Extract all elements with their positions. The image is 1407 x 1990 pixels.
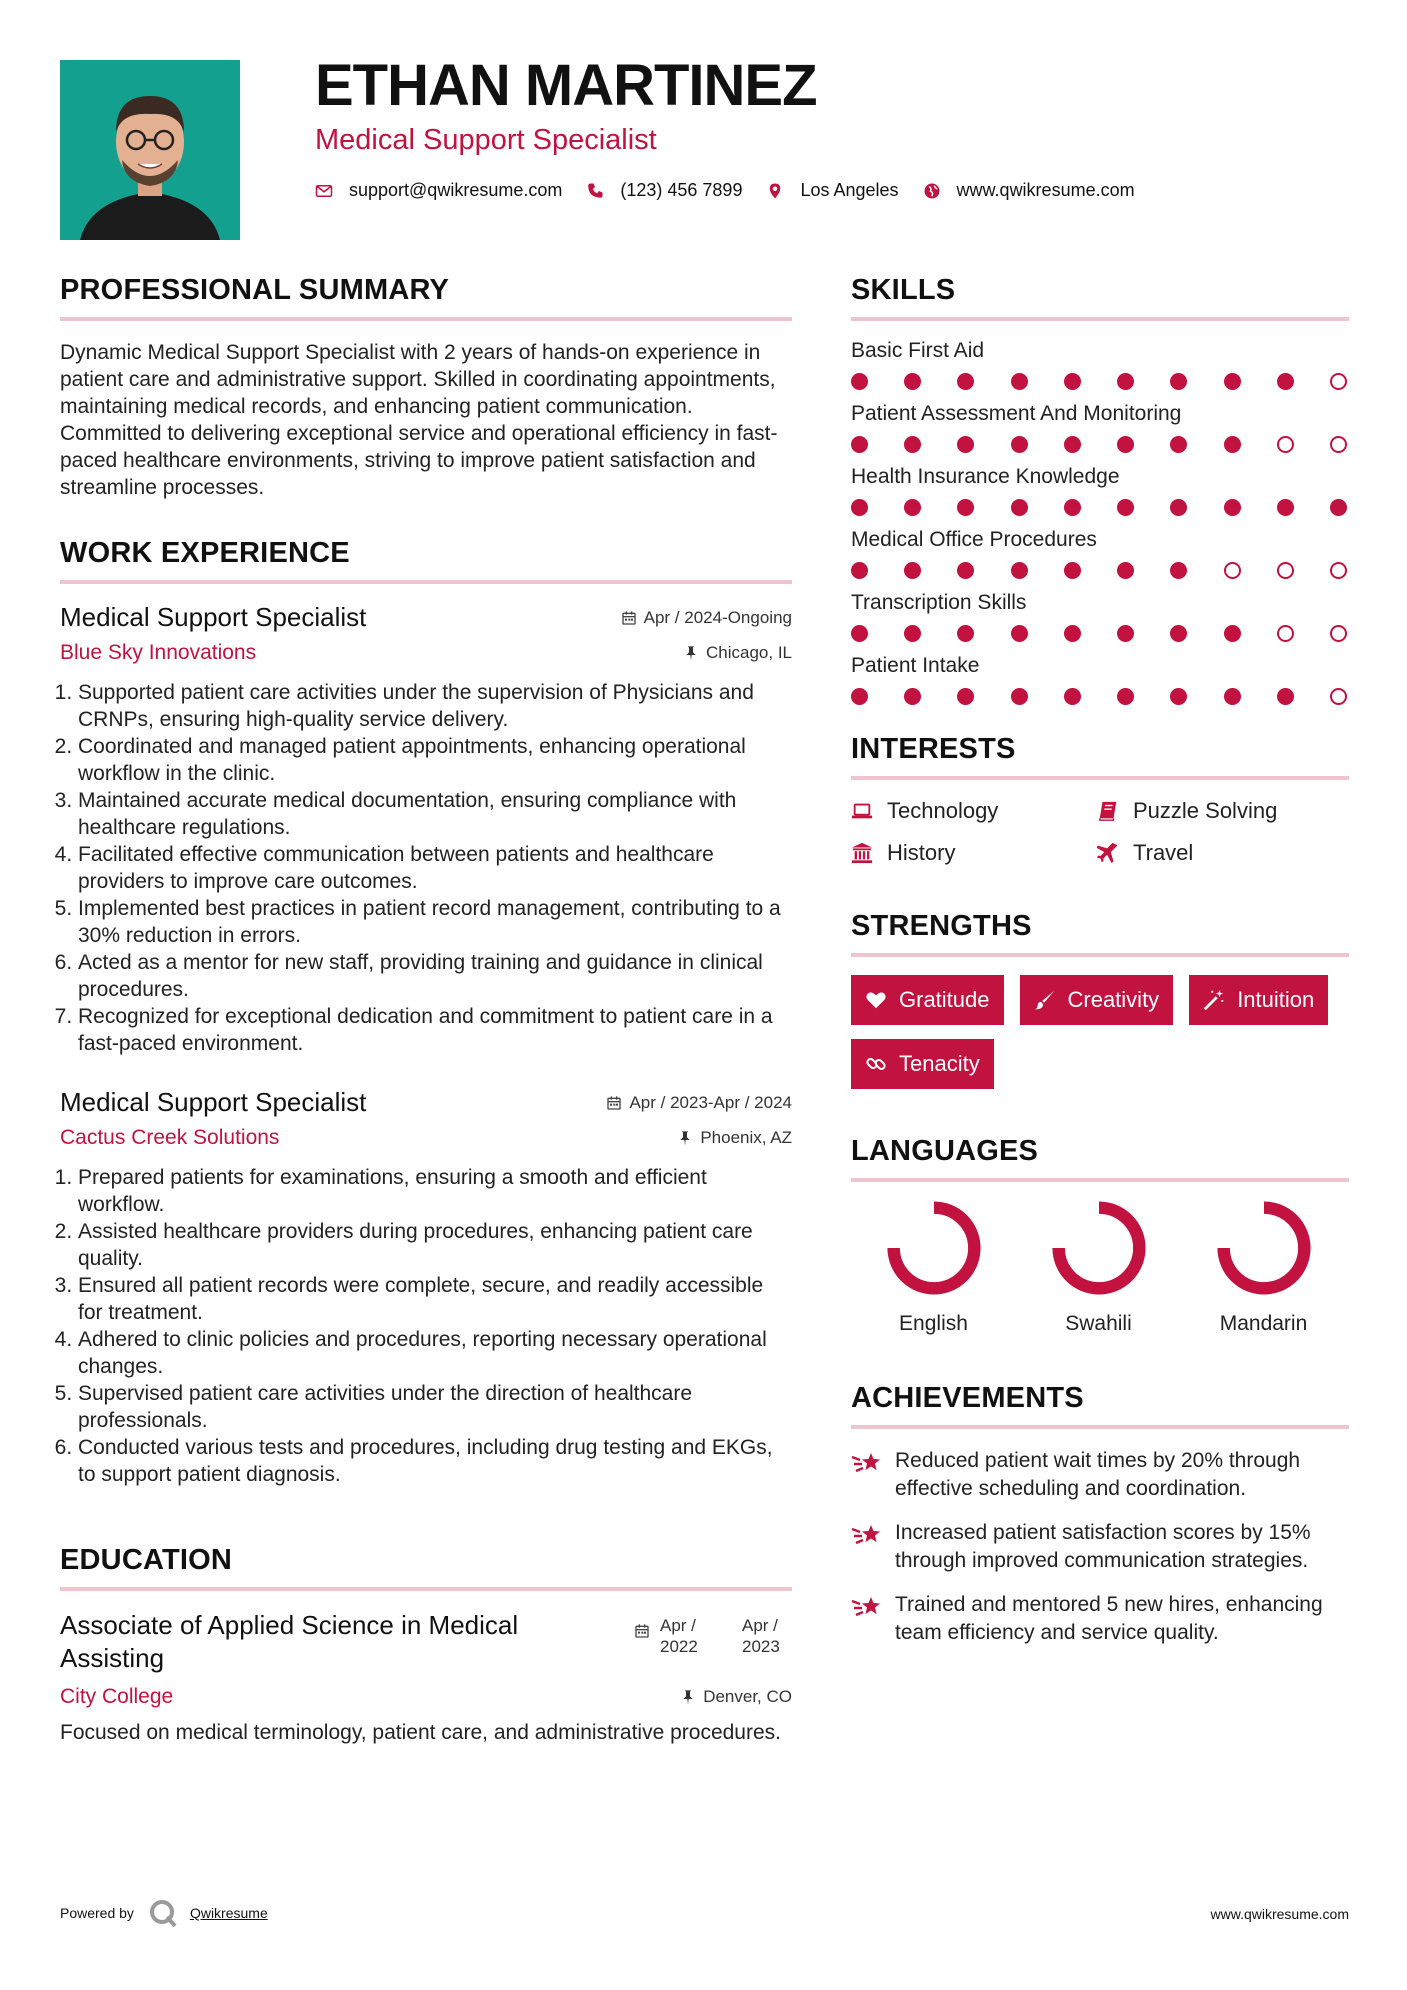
rating-dot-filled [851,499,868,516]
skill-name: Patient Intake [851,654,980,677]
achievements-heading: ACHIEVEMENTS [851,1382,1349,1429]
skill-rating [851,688,1349,705]
shooting-star-icon [851,1593,883,1621]
rating-dot-filled [1064,562,1081,579]
education-description: Focused on medical terminology, patient care, and administrative procedures. [60,1721,781,1744]
rating-dot-filled [1224,373,1241,390]
contact-email[interactable] [315,180,562,201]
interest-label: Puzzle Solving [1133,798,1278,823]
interest-label: Technology [887,798,999,823]
skill-name: Basic First Aid [851,339,985,362]
calendar-icon [606,1095,622,1111]
rating-dot-filled [1064,688,1081,705]
education-location [680,1687,792,1707]
map-pin-icon [766,182,784,200]
language-level-ring [1216,1200,1312,1296]
achievement-text: Increased patient satisfaction scores by 15% through improved communication strategies. [895,1521,1311,1572]
rating-dot-filled [1117,562,1134,579]
rating-dot-filled [851,688,868,705]
rating-dot-filled [1011,688,1028,705]
rating-dot-filled [1170,688,1187,705]
link-icon [865,1053,887,1075]
language-item [851,1200,1016,1336]
rating-dot-filled [957,625,974,642]
globe-icon [923,182,941,200]
rating-dot-filled [1330,499,1347,516]
strength-label: Tenacity [899,1051,980,1076]
language-level-ring [886,1200,982,1296]
job-bullet: 7. Recognized for exceptional dedication and commitment to patient care in a fast-paced environment. [78,1003,792,1057]
job-company: Blue Sky Innovations [60,641,257,664]
job-location [683,643,792,663]
job-location-text: Phoenix, AZ [700,1128,792,1147]
skill-name: Health Insurance Knowledge [851,465,1120,488]
rating-dot-empty [1277,625,1294,642]
job-entry [60,1087,792,1488]
magic-wand-icon [1203,989,1225,1011]
language-name: Swahili [1065,1312,1132,1335]
right-column [851,274,1349,1663]
languages-heading: LANGUAGES [851,1135,1349,1182]
strength-label: Intuition [1237,987,1315,1012]
language-level-ring [1051,1200,1147,1296]
rating-dot-filled [904,373,921,390]
languages-list [851,1200,1349,1336]
education-end: Apr / 2023 [742,1616,780,1656]
achievement-item [851,1519,1349,1575]
rating-dot-filled [851,625,868,642]
job-bullet: 1. Prepared patients for examinations, ensuring a smooth and efficient workflow. [78,1164,792,1218]
rating-dot-filled [957,373,974,390]
strength-chip [1020,975,1174,1025]
rating-dot-filled [1117,625,1134,642]
rating-dot-filled [1170,373,1187,390]
rating-dot-empty [1330,688,1347,705]
qwikresume-logo [148,1898,178,1928]
education-dates [634,1615,792,1657]
skill-name: Transcription Skills [851,591,1027,614]
education-entry [60,1609,792,1746]
rating-dot-filled [851,373,868,390]
skill-rating [851,436,1349,453]
skill-rating [851,562,1349,579]
rating-dot-filled [1117,688,1134,705]
job-title: Medical Support Specialist [60,602,367,632]
contact-location-text: Los Angeles [800,180,899,200]
museum-icon [851,842,873,864]
rating-dot-filled [1064,625,1081,642]
rating-dot-filled [957,436,974,453]
rating-dot-filled [1277,373,1294,390]
job-date-text: Apr / 2023-Apr / 2024 [629,1092,792,1112]
job-location [677,1128,792,1148]
rating-dot-empty [1330,373,1347,390]
rating-dot-filled [851,436,868,453]
rating-dot-filled [1224,625,1241,642]
contact-phone[interactable] [586,180,742,201]
job-date-text: Apr / 2024-Ongoing [643,607,792,627]
rating-dot-empty [1224,562,1241,579]
plane-icon [1097,842,1119,864]
rating-dot-filled [957,562,974,579]
contact-website-text: www.qwikresume.com [956,180,1135,200]
contact-email-text: support@qwikresume.com [349,180,563,200]
rating-dot-empty [1330,625,1347,642]
rating-dot-filled [1117,499,1134,516]
contact-website[interactable] [923,180,1135,201]
heart-icon [865,989,887,1011]
rating-dot-filled [1064,373,1081,390]
rating-dot-filled [1224,436,1241,453]
rating-dot-filled [851,562,868,579]
achievement-text: Trained and mentored 5 new hires, enhancing team efficiency and service quality. [895,1593,1323,1644]
interest-item [851,840,1097,866]
rating-dot-filled [957,499,974,516]
shooting-star-icon [851,1449,883,1477]
language-name: English [899,1312,968,1335]
job-bullets [78,1164,792,1488]
brush-icon [1034,989,1056,1011]
job-bullet: 4. Facilitated effective communication between patients and healthcare providers to improve care outcomes. [78,841,792,895]
rating-dot-filled [904,562,921,579]
job-bullet: 6. Acted as a mentor for new staff, providing training and guidance in clinical procedures. [78,949,792,1003]
skill-rating [851,499,1349,516]
interest-label: Travel [1133,840,1194,865]
strength-chip [851,1039,994,1089]
interest-item [1097,840,1343,866]
education-degree: Associate of Applied Science in Medical Assisting [60,1610,519,1673]
job-bullet: 6. Conducted various tests and procedures, including drug testing and EKGs, to support patient diagnosis. [78,1434,792,1488]
rating-dot-filled [1224,688,1241,705]
interest-item [851,798,1097,824]
rating-dot-filled [1117,436,1134,453]
interests-list [851,798,1349,866]
skill-rating [851,373,1349,390]
skill-item [851,465,1349,516]
skill-name: Medical Office Procedures [851,528,1097,551]
rating-dot-empty [1330,436,1347,453]
job-date [606,1093,792,1113]
book-icon [1097,800,1119,822]
job-company: Cactus Creek Solutions [60,1126,280,1149]
skill-item [851,402,1349,453]
education-heading: EDUCATION [60,1544,792,1591]
language-item [1181,1200,1346,1336]
language-item [1016,1200,1181,1336]
achievement-item [851,1447,1349,1503]
rating-dot-filled [1170,436,1187,453]
rating-dot-filled [904,436,921,453]
rating-dot-empty [1277,436,1294,453]
contact-phone-text: (123) 456 7899 [620,180,743,200]
contact-location [766,180,898,201]
phone-icon [586,182,604,200]
pushpin-icon [680,1689,696,1705]
rating-dot-filled [1117,373,1134,390]
education-start: Apr / 2022 [660,1616,698,1656]
footer-url[interactable]: www.qwikresume.com [1210,1906,1349,1922]
rating-dot-filled [1011,625,1028,642]
strength-chip [851,975,1004,1025]
achievement-item [851,1591,1349,1647]
rating-dot-empty [1277,562,1294,579]
rating-dot-filled [1011,499,1028,516]
skill-rating [851,625,1349,642]
skills-list [851,339,1349,705]
left-column [60,274,792,1746]
strength-chip [1189,975,1328,1025]
skill-item [851,654,1349,705]
strength-label: Creativity [1067,987,1160,1012]
calendar-icon [634,1623,650,1639]
rating-dot-filled [1224,499,1241,516]
rating-dot-filled [1170,625,1187,642]
interest-item [1097,798,1343,824]
language-name: Mandarin [1219,1312,1308,1335]
job-bullet: 4. Adhered to clinic policies and procedures, reporting necessary operational changes. [78,1326,792,1380]
skill-item [851,339,1349,390]
job-bullet: 5. Supervised patient care activities under the direction of healthcare professionals. [78,1380,792,1434]
job-bullet: 3. Ensured all patient records were complete, secure, and readily accessible for treatment. [78,1272,792,1326]
summary-heading: PROFESSIONAL SUMMARY [60,274,792,321]
candidate-name: ETHAN MARTINEZ [315,53,817,118]
powered-by-label: Powered by [60,1905,134,1921]
candidate-title: Medical Support Specialist [315,124,657,156]
job-title: Medical Support Specialist [60,1087,367,1117]
interest-label: History [887,840,956,865]
footer-powered-by [60,1898,268,1928]
achievement-text: Reduced patient wait times by 20% through effective scheduling and coordination. [895,1449,1301,1500]
rating-dot-filled [1011,436,1028,453]
education-location-text: Denver, CO [703,1687,792,1706]
shooting-star-icon [851,1521,883,1549]
rating-dot-filled [1064,436,1081,453]
rating-dot-empty [1330,562,1347,579]
job-bullets [78,679,792,1057]
skills-heading: SKILLS [851,274,1349,321]
brand-link[interactable]: Qwikresume [189,1905,268,1921]
laptop-icon [851,800,873,822]
rating-dot-filled [1277,499,1294,516]
achievements-list [851,1447,1349,1647]
job-bullet: 3. Maintained accurate medical documentation, ensuring compliance with healthcare regulations. [78,787,792,841]
rating-dot-filled [1170,562,1187,579]
job-bullet: 1. Supported patient care activities under the supervision of Physicians and CRNPs, ensuring high-quality service delivery. [78,679,792,733]
job-bullet: 2. Assisted healthcare providers during procedures, enhancing patient care quality. [78,1218,792,1272]
rating-dot-filled [904,688,921,705]
rating-dot-filled [1277,688,1294,705]
pushpin-icon [677,1130,693,1146]
rating-dot-filled [1011,562,1028,579]
job-entry [60,602,792,1057]
job-bullet: 2. Coordinated and managed patient appointments, enhancing operational workflow in the clinic. [78,733,792,787]
calendar-icon [621,610,637,626]
rating-dot-filled [1170,499,1187,516]
job-date [621,608,792,628]
profile-photo [60,60,240,240]
rating-dot-filled [1064,499,1081,516]
strength-label: Gratitude [899,987,990,1012]
education-school: City College [60,1685,174,1708]
envelope-icon [315,182,333,200]
strengths-list [851,975,1349,1089]
skill-name: Patient Assessment And Monitoring [851,402,1182,425]
skill-item [851,591,1349,642]
rating-dot-filled [904,499,921,516]
summary-text: Dynamic Medical Support Specialist with 2 years of hands-on experience in patient care and administrative support. Skilled in coordinating appointments, maintaining medical records, and enhancing patient communication. Committed to delivering exceptional service and operational efficiency in fast-paced healthcare environments, striving to improve patient satisfaction and streamline processes. [60,341,778,499]
job-bullet: 5. Implemented best practices in patient record management, contributing to a 30% reduction in errors. [78,895,792,949]
job-location-text: Chicago, IL [706,643,792,662]
pushpin-icon [683,645,699,661]
rating-dot-filled [1011,373,1028,390]
interests-heading: INTERESTS [851,733,1349,780]
strengths-heading: STRENGTHS [851,910,1349,957]
work-heading: WORK EXPERIENCE [60,537,792,584]
rating-dot-filled [957,688,974,705]
contact-bar [315,180,1159,201]
rating-dot-filled [904,625,921,642]
skill-item [851,528,1349,579]
